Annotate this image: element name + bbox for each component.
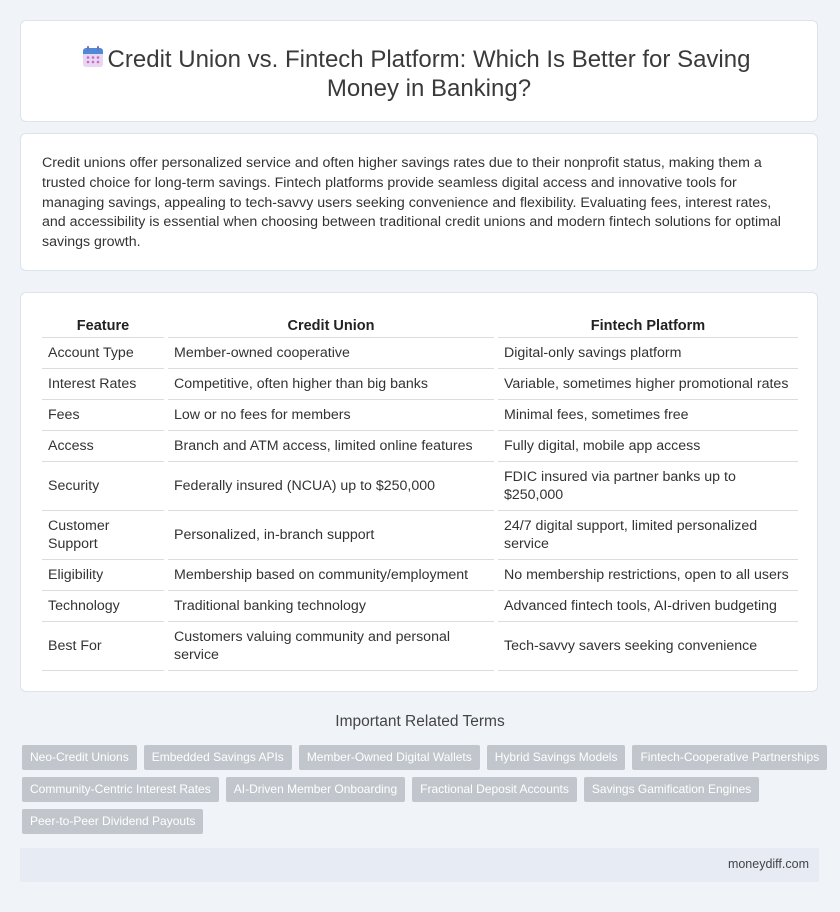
related-term-tag[interactable]: Fintech-Cooperative Partnerships [632,745,827,770]
fintech-cell: No membership restrictions, open to all users [498,560,798,591]
fintech-cell: Tech-savvy savers seeking convenience [498,622,798,671]
column-header-credit-union: Credit Union [168,315,494,338]
related-term-tag[interactable]: Community-Centric Interest Rates [22,777,219,802]
feature-cell: Security [42,462,164,511]
related-term-tag[interactable]: Fractional Deposit Accounts [412,777,577,802]
intro-paragraph: Credit unions offer personalized service and often higher savings rates due to their nonprofit status, making them a trusted choice for long-term savings. Fintech platforms provide seamless digital access and innovative tools for managing savings, appealing to tech-savvy users seeking convenience and flexibility. Evaluating fees, interest rates, and accessibility is essential when choosing between traditional credit unions and modern fintech solutions for optimal savings growth. [42,155,781,251]
comparison-card [20,292,818,692]
fintech-cell: Advanced fintech tools, AI-driven budgeting [498,591,798,622]
feature-cell: Best For [42,622,164,671]
table-row [42,338,798,369]
feature-cell: Customer Support [42,511,164,560]
credit-union-cell: Low or no fees for members [168,400,494,431]
related-term-tag[interactable]: Savings Gamification Engines [584,777,759,802]
credit-union-cell: Branch and ATM access, limited online features [168,431,494,462]
table-header-row [42,315,798,338]
credit-union-cell: Competitive, often higher than big banks [168,369,494,400]
fintech-cell: FDIC insured via partner banks up to $250,000 [498,462,798,511]
intro-card [20,133,818,271]
title-card [20,20,818,122]
fintech-cell: 24/7 digital support, limited personalized service [498,511,798,560]
table-row [42,431,798,462]
related-term-tag[interactable]: Neo-Credit Unions [22,745,137,770]
credit-union-cell: Membership based on community/employment [168,560,494,591]
comparison-table [42,315,798,671]
credit-union-cell: Federally insured (NCUA) up to $250,000 [168,462,494,511]
feature-cell: Account Type [42,338,164,369]
table-row [42,369,798,400]
table-row [42,591,798,622]
table-row [42,400,798,431]
column-header-fintech: Fintech Platform [498,315,798,338]
credit-union-cell: Traditional banking technology [168,591,494,622]
related-term-tag[interactable]: Peer-to-Peer Dividend Payouts [22,809,203,834]
fintech-cell: Variable, sometimes higher promotional rates [498,369,798,400]
table-row [42,622,798,671]
table-row [42,511,798,560]
table-row [42,560,798,591]
credit-union-cell: Personalized, in-branch support [168,511,494,560]
footer-site-link[interactable]: moneydiff.com [727,857,809,871]
feature-cell: Fees [42,400,164,431]
column-header-feature: Feature [42,315,164,338]
related-terms-tags [22,745,822,841]
footer-bar [20,848,819,882]
fintech-cell: Digital-only savings platform [498,338,798,369]
feature-cell: Access [42,431,164,462]
related-term-tag[interactable]: Embedded Savings APIs [144,745,292,770]
feature-cell: Eligibility [42,560,164,591]
page-title: Credit Union vs. Fintech Platform: Which Is Better for Saving Money in Banking? [107,46,751,102]
credit-union-cell: Member-owned cooperative [168,338,494,369]
table-row [42,462,798,511]
credit-union-cell: Customers valuing community and personal service [168,622,494,671]
related-terms-heading: Important Related Terms [335,713,505,730]
related-term-tag[interactable]: AI-Driven Member Onboarding [226,777,405,802]
related-term-tag[interactable]: Member-Owned Digital Wallets [299,745,480,770]
feature-cell: Technology [42,591,164,622]
fintech-cell: Minimal fees, sometimes free [498,400,798,431]
fintech-cell: Fully digital, mobile app access [498,431,798,462]
related-term-tag[interactable]: Hybrid Savings Models [487,745,626,770]
feature-cell: Interest Rates [42,369,164,400]
